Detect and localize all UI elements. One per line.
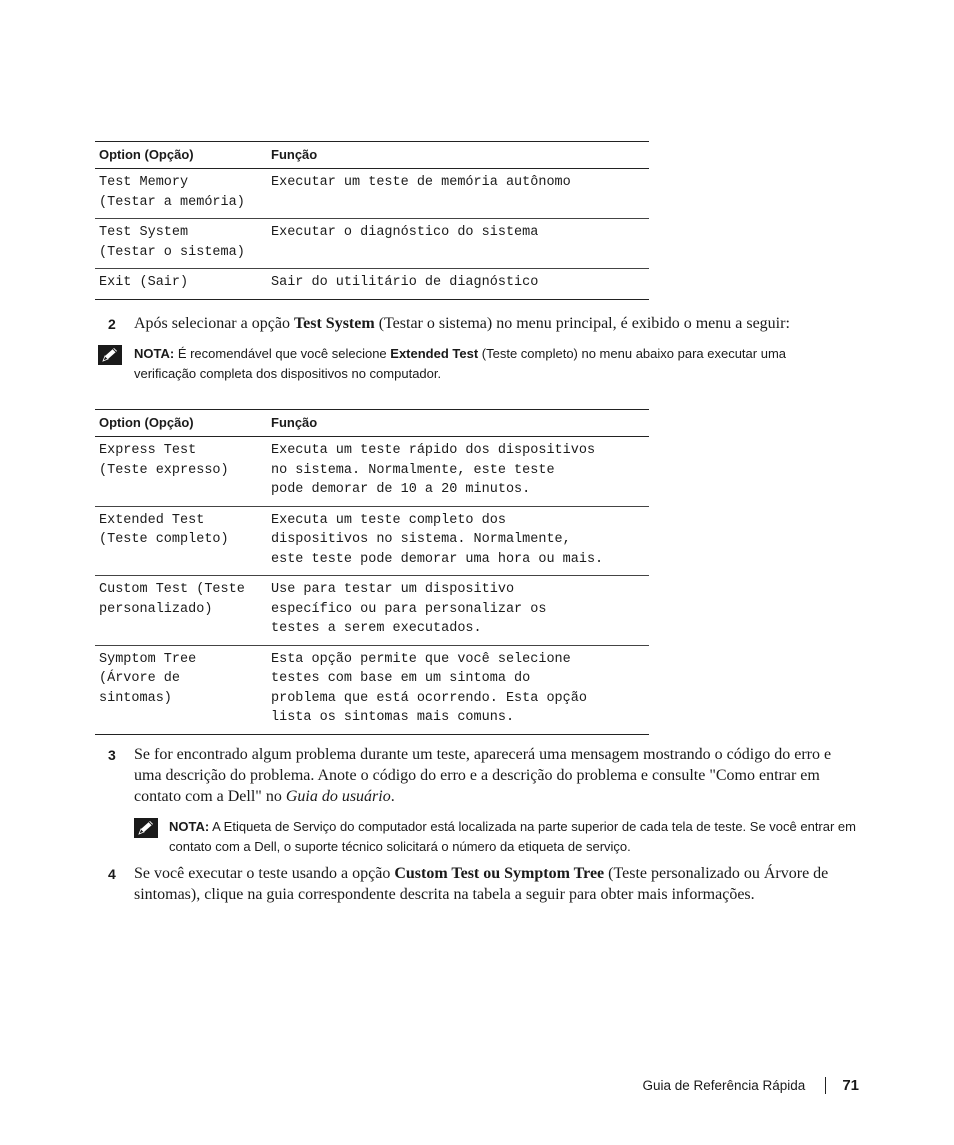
option-cell: Express Test (Teste expresso) bbox=[95, 437, 267, 507]
table-header-row bbox=[95, 142, 649, 169]
option-cell: Custom Test (Teste personalizado) bbox=[95, 576, 267, 646]
note-text-part: A Etiqueta de Serviço do computador está localizada na parte superior de cada tela de teste. Se você entrar em contato com a Dell, o suporte técnico solicitará o número da etiqueta de serviço. bbox=[169, 819, 856, 854]
step-text bbox=[134, 863, 860, 905]
table-row bbox=[95, 576, 649, 646]
step-text-part: . bbox=[390, 788, 395, 805]
guide-title: Guia do usuário bbox=[285, 788, 391, 805]
step-text-part: (Testar o sistema) no menu principal, é exibido o menu a seguir: bbox=[374, 315, 790, 332]
step-3 bbox=[108, 744, 860, 807]
step-text bbox=[134, 744, 860, 807]
step-text-part: Se for encontrado algum problema durante um teste, aparecerá uma mensagem mostrando o código do erro e uma descrição do problema. Anote o código do erro e a descrição do problema e consulte "Como entrar em contato com a Dell" no bbox=[134, 746, 832, 805]
step-text bbox=[134, 313, 860, 334]
function-cell: Executa um teste completo dos dispositivos no sistema. Normalmente, este teste pode demorar uma hora ou mais. bbox=[267, 506, 649, 576]
step-text-part: Após selecionar a opção bbox=[134, 315, 294, 332]
table-row bbox=[95, 219, 649, 269]
option-cell: Exit (Sair) bbox=[95, 269, 267, 300]
table-row bbox=[95, 645, 649, 734]
page-number: 71 bbox=[842, 1077, 859, 1094]
pencil-note-icon bbox=[98, 345, 122, 365]
step-4 bbox=[108, 863, 860, 905]
note-1 bbox=[98, 344, 850, 384]
pencil-note-icon bbox=[134, 818, 158, 838]
step-text-part: Se você executar o teste usando a opção bbox=[134, 865, 395, 882]
option-cell: Symptom Tree (Árvore de sintomas) bbox=[95, 645, 267, 734]
main-menu-options-table bbox=[95, 141, 649, 300]
note-2 bbox=[134, 817, 860, 857]
footer-title: Guia de Referência Rápida bbox=[642, 1078, 806, 1093]
note-text bbox=[169, 817, 860, 857]
note-text-part: (Teste completo) no menu abaixo para executar uma verificação completa dos dispositivos no computador. bbox=[134, 346, 787, 381]
note-text bbox=[134, 344, 850, 384]
column-header-function: Função bbox=[267, 142, 649, 169]
option-name: Test System bbox=[293, 315, 375, 332]
step-2 bbox=[108, 313, 860, 334]
option-name: Extended Test bbox=[390, 346, 479, 361]
function-cell: Executa um teste rápido dos dispositivos no sistema. Normalmente, este teste pode demorar de 10 a 20 minutos. bbox=[267, 437, 649, 507]
note-label: NOTA: bbox=[169, 819, 210, 834]
table-row bbox=[95, 506, 649, 576]
table-row bbox=[95, 269, 649, 300]
column-header-option: Option (Opção) bbox=[95, 142, 267, 169]
column-header-function: Função bbox=[267, 410, 649, 437]
step-number: 3 bbox=[108, 747, 116, 763]
option-cell: Test Memory (Testar a memória) bbox=[95, 169, 267, 219]
function-cell: Esta opção permite que você selecione testes com base em um sintoma do problema que está ocorrendo. Esta opção lista os sintomas mais comuns. bbox=[267, 645, 649, 734]
step-number: 2 bbox=[108, 316, 116, 332]
step-text-part: (Teste personalizado ou Árvore de sintomas), clique na guia correspondente descrita na tabela a seguir para obter mais informações. bbox=[134, 865, 829, 903]
function-cell: Executar o diagnóstico do sistema bbox=[267, 219, 649, 269]
function-cell: Executar um teste de memória autônomo bbox=[267, 169, 649, 219]
note-label: NOTA: bbox=[134, 346, 175, 361]
test-options-table bbox=[95, 409, 649, 735]
option-cell: Test System (Testar o sistema) bbox=[95, 219, 267, 269]
note-text-part: É recomendável que você selecione bbox=[174, 346, 391, 361]
footer-divider bbox=[825, 1077, 826, 1094]
table-row bbox=[95, 169, 649, 219]
function-cell: Use para testar um dispositivo específico ou para personalizar os testes a serem executados. bbox=[267, 576, 649, 646]
column-header-option: Option (Opção) bbox=[95, 410, 267, 437]
table-row bbox=[95, 437, 649, 507]
page-footer bbox=[642, 1077, 859, 1094]
function-cell: Sair do utilitário de diagnóstico bbox=[267, 269, 649, 300]
option-cell: Extended Test (Teste completo) bbox=[95, 506, 267, 576]
table-header-row bbox=[95, 410, 649, 437]
option-name: Custom Test ou Symptom Tree bbox=[394, 865, 605, 882]
step-number: 4 bbox=[108, 866, 116, 882]
